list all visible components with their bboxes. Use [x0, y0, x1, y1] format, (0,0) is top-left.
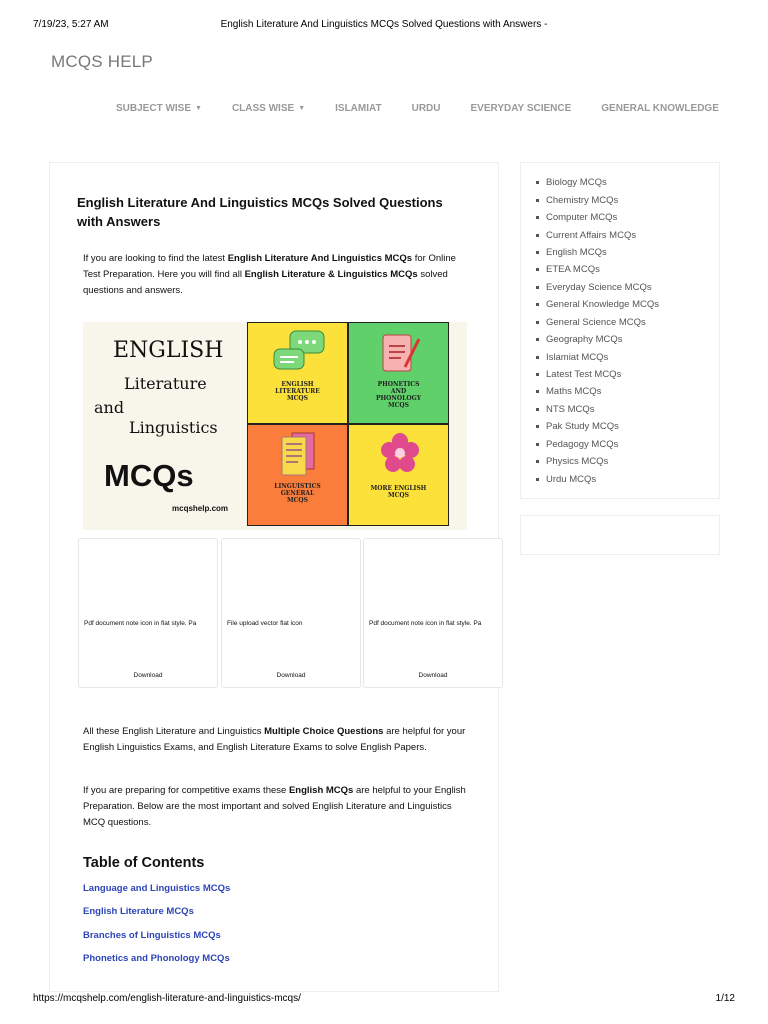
para-text: are helpful to your English Preparation. Below are the most important and solved English Literature and Linguistics MCQ questions.: [83, 785, 466, 828]
sidebar-item[interactable]: [536, 226, 659, 243]
quad-label-line: MCQS: [287, 395, 308, 402]
print-date: 7/19/23, 5:27 AM: [33, 19, 109, 30]
quad-label: [353, 485, 444, 499]
sidebar-item-label: NTS MCQs: [546, 403, 595, 415]
print-doc-title: English Literature And Linguistics MCQs Solved Questions with Answers -: [220, 19, 548, 30]
sidebar-item[interactable]: [536, 331, 659, 348]
nav-label: CLASS WISE: [231, 103, 295, 114]
caret-down-icon: ▼: [195, 105, 202, 112]
print-url: https://mcqshelp.com/english-literature-and-linguistics-mcqs/: [33, 993, 301, 1004]
sidebar-item-label: Physics MCQs: [546, 456, 609, 468]
quad-more-english: [348, 424, 449, 526]
card-caption: File upload vector flat icon: [227, 620, 303, 627]
quad-label-line: MCQS: [287, 497, 308, 504]
quad-label-line: MCQS: [388, 402, 409, 409]
download-cards: [78, 538, 482, 690]
bullet-icon: [536, 199, 539, 202]
bullet-icon: [536, 338, 539, 341]
download-button[interactable]: Download: [276, 672, 306, 679]
sidebar-item-label: Islamiat MCQs: [546, 351, 609, 363]
intro-text: If you are looking to find the latest: [83, 253, 228, 264]
bullet-icon: [536, 286, 539, 289]
article-intro: [83, 251, 468, 299]
sidebar-item[interactable]: [536, 209, 659, 226]
quad-label-line: MORE ENGLISH: [370, 485, 427, 492]
nav-urdu[interactable]: URDU: [411, 103, 441, 114]
bullet-icon: [536, 460, 539, 463]
flower-icon: [375, 429, 425, 479]
sidebar-item-label: Pedagogy MCQs: [546, 438, 619, 450]
para-bold: Multiple Choice Questions: [264, 726, 384, 737]
card-caption: Pdf document note icon in flat style. Pa: [369, 620, 482, 627]
quad-label-line: GENERAL: [280, 490, 315, 497]
sidebar-item-label: English MCQs: [546, 246, 607, 258]
article-title: English Literature And Linguistics MCQs Solved Questions with Answers: [77, 195, 443, 229]
nav-everyday-science[interactable]: EVERYDAY SCIENCE: [470, 103, 572, 114]
quad-label-line: LINGUISTICS: [274, 483, 321, 490]
bullet-icon: [536, 216, 539, 219]
bullet-icon: [536, 373, 539, 376]
quad-label-line: ENGLISH: [281, 381, 314, 388]
bullet-icon: [536, 425, 539, 428]
sidebar-item[interactable]: [536, 174, 659, 191]
card-caption: Pdf document note icon in flat style. Pa: [84, 620, 197, 627]
feature-english: ENGLISH: [113, 338, 224, 363]
caret-down-icon: ▼: [298, 105, 306, 112]
bullet-icon: [536, 234, 539, 237]
nav-subject-wise[interactable]: [116, 103, 202, 114]
chat-bubbles-icon: [270, 329, 330, 377]
sidebar-item-label: Computer MCQs: [546, 212, 618, 224]
feature-linguistics: Linguistics: [129, 418, 218, 437]
sidebar-item[interactable]: [536, 348, 659, 365]
sidebar-item[interactable]: [536, 418, 659, 435]
nav-label: SUBJECT WISE: [116, 103, 192, 114]
quad-label: [252, 381, 343, 402]
nav-islamiat[interactable]: ISLAMIAT: [335, 103, 382, 114]
quad-label-line: LITERATURE: [275, 388, 320, 395]
sidebar-item[interactable]: [536, 314, 659, 331]
toc-link-language-linguistics[interactable]: Language and Linguistics MCQs: [83, 883, 231, 894]
quad-label-line: AND: [390, 388, 407, 395]
sidebar-item[interactable]: [536, 401, 659, 418]
sidebar-item[interactable]: [536, 453, 659, 470]
sidebar-item[interactable]: [536, 244, 659, 261]
sidebar-item-label: General Science MCQs: [546, 316, 646, 328]
sidebar-item-label: Current Affairs MCQs: [546, 229, 637, 241]
article-para-1: [83, 724, 468, 756]
feature-mcqs: MCQs: [104, 458, 194, 493]
sidebar-item[interactable]: [536, 470, 659, 487]
feature-literature: Literature: [124, 374, 207, 393]
sidebar-item[interactable]: [536, 191, 659, 208]
nav-class-wise[interactable]: [232, 103, 305, 114]
intro-text: solved questions and answers.: [83, 269, 448, 296]
bullet-icon: [536, 390, 539, 393]
sidebar-item-label: Maths MCQs: [546, 386, 602, 398]
bullet-icon: [536, 443, 539, 446]
sidebar-item-label: Biology MCQs: [546, 177, 607, 189]
sidebar-item-label: Everyday Science MCQs: [546, 281, 652, 293]
quad-label: [353, 381, 444, 409]
quad-label-line: MCQS: [388, 492, 409, 499]
bullet-icon: [536, 478, 539, 481]
sidebar-item[interactable]: [536, 436, 659, 453]
sidebar-widget-empty: [520, 515, 720, 555]
intro-text: for Online Test Preparation. Here you will find all: [83, 253, 456, 280]
print-page-number: 1/12: [715, 993, 735, 1004]
feature-left-panel: [83, 322, 247, 530]
para-text: If you are preparing for competitive exams these: [83, 785, 289, 796]
feature-and: and: [94, 398, 125, 417]
sidebar-item-label: Geography MCQs: [546, 334, 623, 346]
quad-label-line: PHONOLOGY: [376, 395, 421, 402]
download-button[interactable]: Download: [418, 672, 448, 679]
quad-linguistics-general: [247, 424, 348, 526]
sidebar-item[interactable]: [536, 296, 659, 313]
sidebar-item-label: Chemistry MCQs: [546, 194, 619, 206]
bullet-icon: [536, 408, 539, 411]
intro-bold: English Literature And Linguistics MCQs: [227, 253, 413, 264]
sidebar-item-label: Pak Study MCQs: [546, 421, 619, 433]
para-text: All these English Literature and Linguistics: [83, 726, 265, 737]
download-card[interactable]: [363, 538, 503, 688]
sidebar-item-label: Latest Test MCQs: [546, 369, 622, 381]
site-logo[interactable]: MCQS HELP: [51, 52, 153, 71]
documents-icon: [274, 429, 324, 481]
main-nav: [116, 103, 749, 114]
bullet-icon: [536, 268, 539, 271]
download-card[interactable]: [78, 538, 218, 688]
toc-title: Table of Contents: [83, 855, 205, 871]
bullet-icon: [536, 181, 539, 184]
notepad-pencil-icon: [375, 329, 425, 377]
sidebar-category-list: [536, 174, 659, 488]
sidebar-item[interactable]: [536, 366, 659, 383]
quad-label: [252, 483, 343, 504]
feature-image: [83, 322, 467, 530]
quad-label-line: PHONETICS: [377, 381, 420, 388]
toc-link-phonetics-phonology[interactable]: Phonetics and Phonology MCQs: [83, 953, 230, 964]
download-button[interactable]: Download: [133, 672, 163, 679]
download-card[interactable]: [221, 538, 361, 688]
sidebar-item[interactable]: [536, 261, 659, 278]
toc-link-branches-linguistics[interactable]: Branches of Linguistics MCQs: [83, 930, 221, 941]
toc-link-english-literature[interactable]: English Literature MCQs: [83, 906, 194, 917]
para-bold: English MCQs: [288, 785, 354, 796]
quad-phonetics: [348, 322, 449, 424]
sidebar-item-label: ETEA MCQs: [546, 264, 600, 276]
bullet-icon: [536, 321, 539, 324]
sidebar-item[interactable]: [536, 279, 659, 296]
bullet-icon: [536, 251, 539, 254]
bullet-icon: [536, 356, 539, 359]
sidebar-item-label: Urdu MCQs: [546, 473, 597, 485]
feature-site: mcqshelp.com: [172, 504, 229, 513]
quad-english-literature: [247, 322, 348, 424]
bullet-icon: [536, 303, 539, 306]
article-para-2: [83, 783, 468, 831]
sidebar-item[interactable]: [536, 383, 659, 400]
intro-bold: English Literature & Linguistics MCQs: [244, 269, 418, 280]
nav-general-knowledge[interactable]: GENERAL KNOWLEDGE: [601, 103, 719, 114]
para-text: are helpful for your English Linguistics Exams, and English Literature Exams to solve English Papers.: [83, 726, 466, 753]
sidebar-item-label: General Knowledge MCQs: [546, 299, 659, 311]
